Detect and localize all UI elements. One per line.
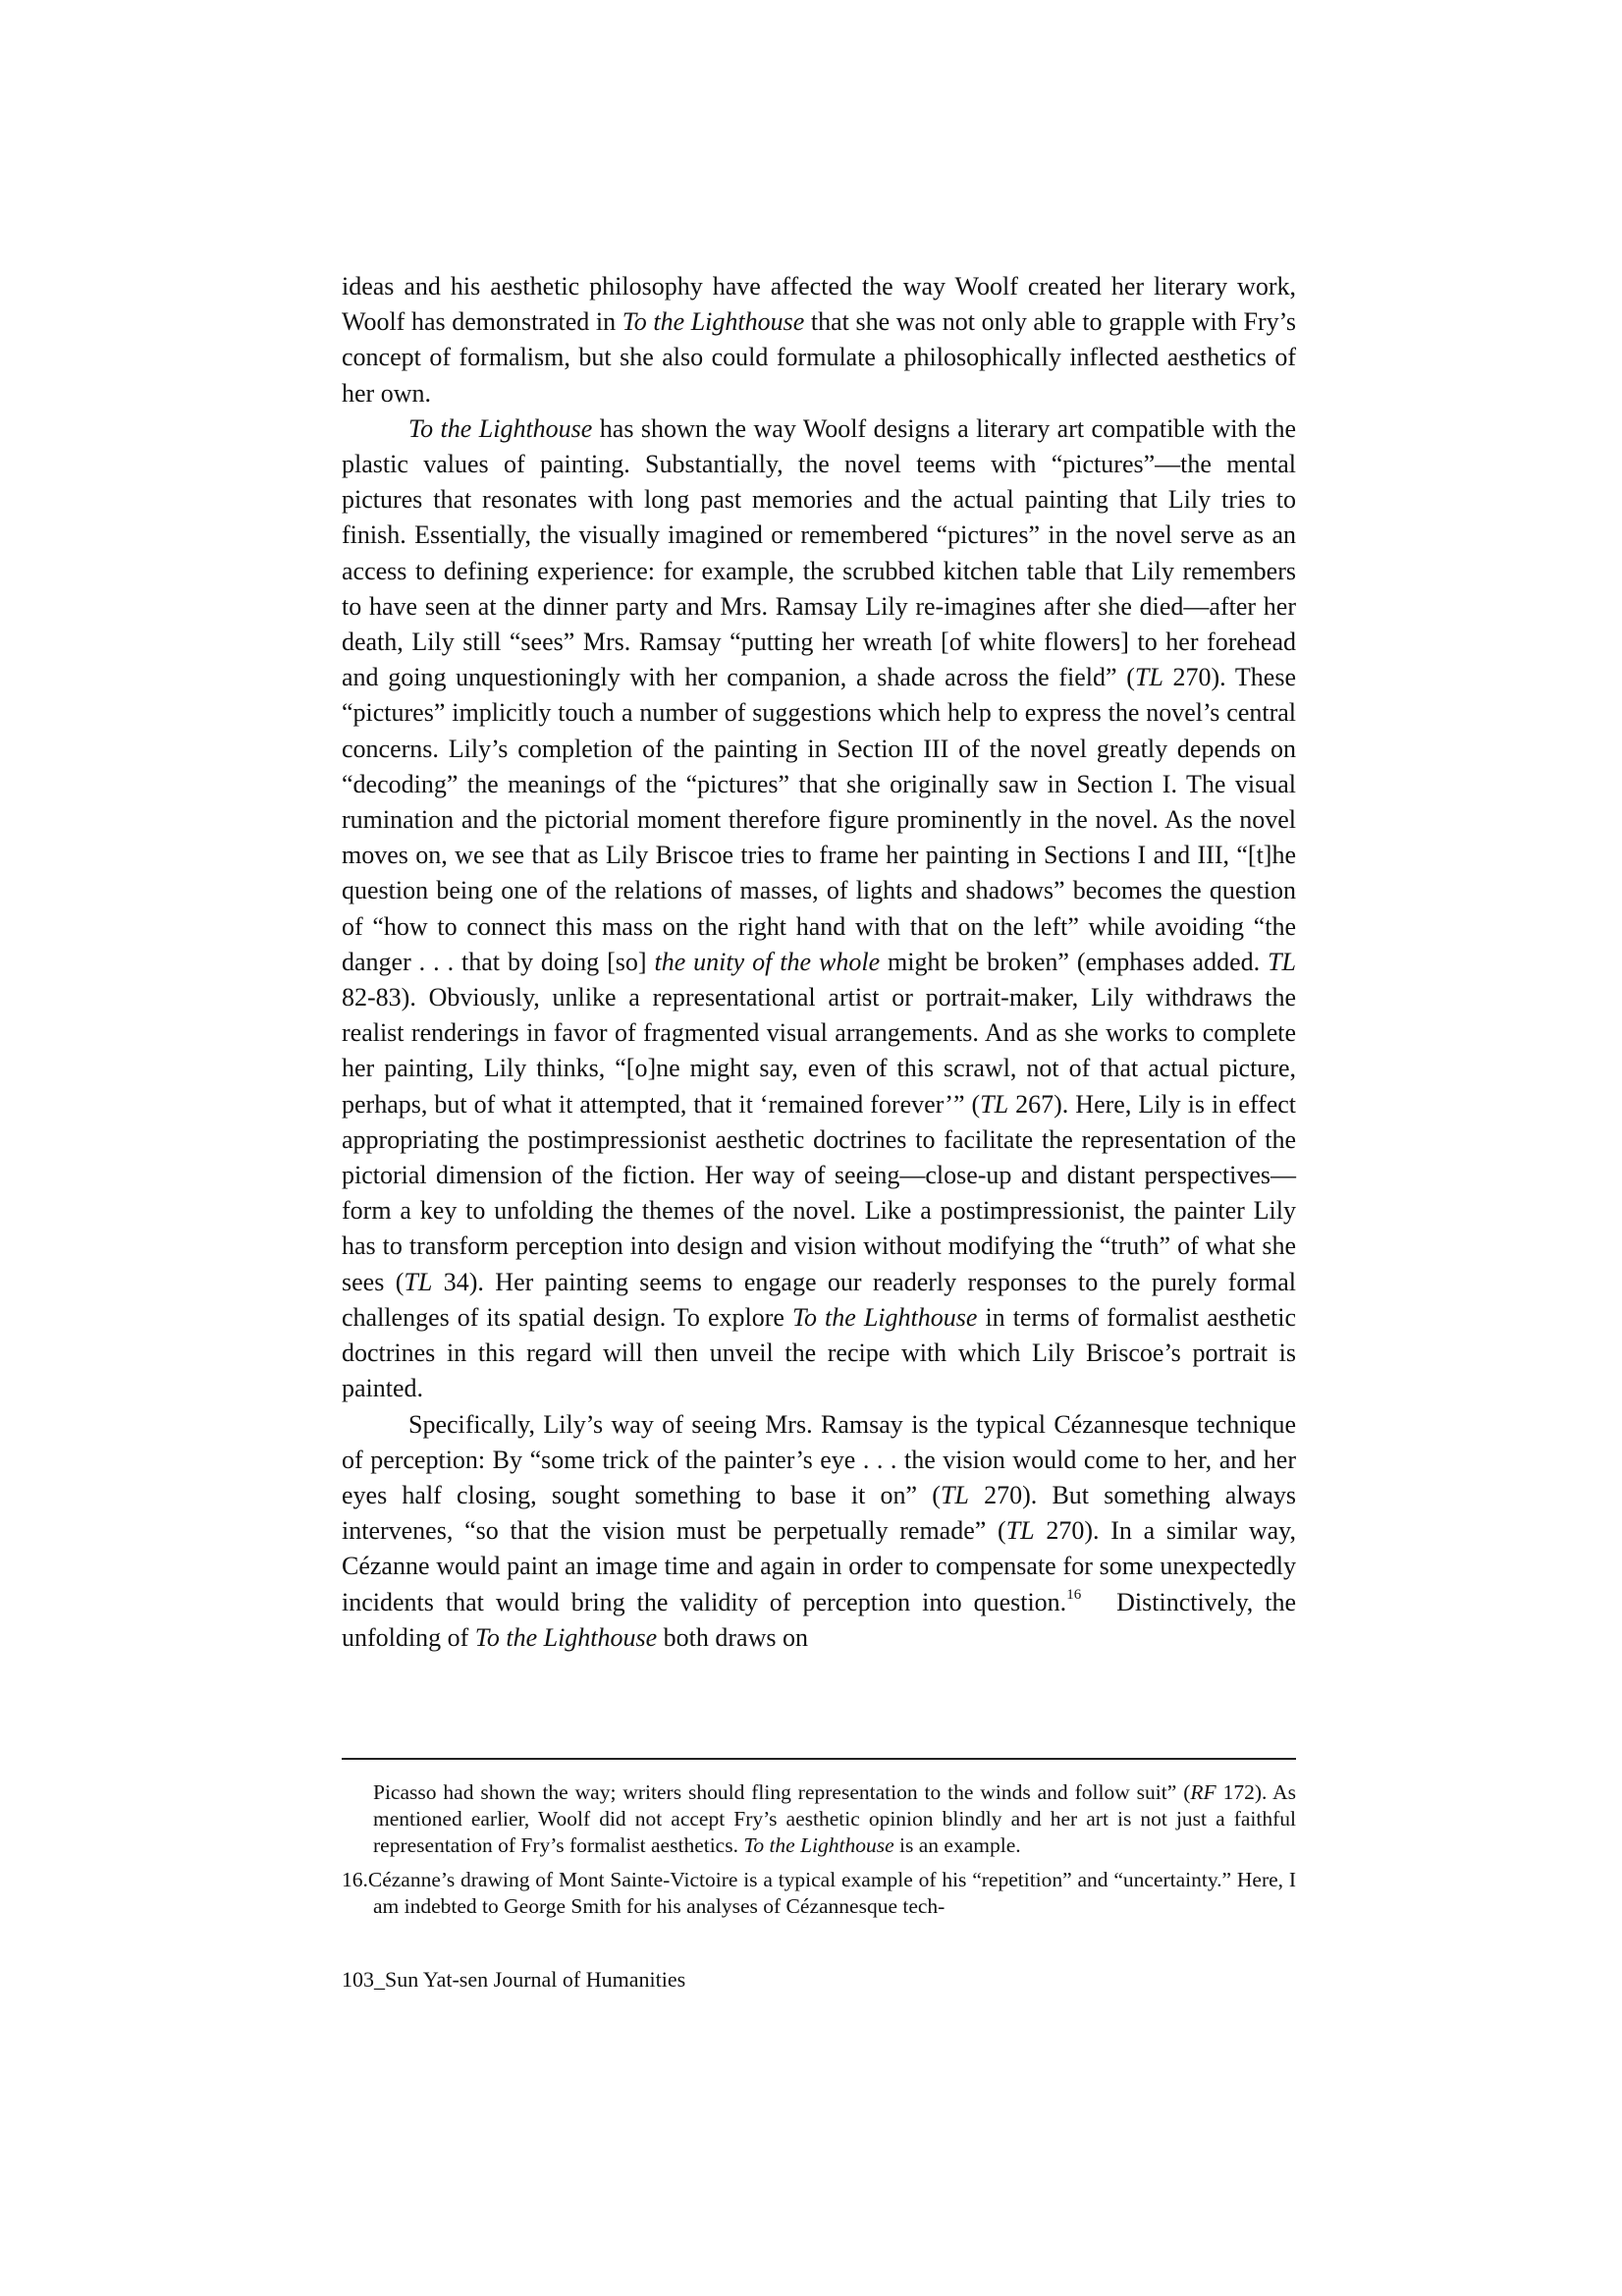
running-footer: 103_Sun Yat-sen Journal of Humanities xyxy=(342,1967,686,1992)
paragraph-3: Specifically, Lily’s way of seeing Mrs. Ramsay is the typical Cézannesque technique of perception: By “some trick of the painter’s eye . . . the vision would come to her, and her eyes half closing, sought something to base it on” (TL 270). But something always intervenes, “so that the vision must be perpetually remade” (TL 270). In a similar way, Cézanne would paint an image time and again in order to compensate for some unexpectedly incidents that would bring the validity of perception into question.$^{16}$ Distinctively, the unfolding of To the Lighthouse both draws on xyxy=(342,1409,1296,1652)
main-text xyxy=(342,269,1296,1656)
footnote-16: 16.Cézanne’s drawing of Mont Sainte-Victoire is a typical example of his “repetition” and “uncertainty.” Here, I am indebted to George Smith for his analyses of Cézannesque tech- xyxy=(342,1868,1296,1918)
footnotes xyxy=(342,1779,1296,1928)
body-text xyxy=(342,269,1296,1656)
footnote-divider xyxy=(342,1758,1296,1760)
footnote-continuation: Picasso had shown the way; writers should fling representation to the winds and follow suit” (RF 172). As mentioned earlier, Woolf did not accept Fry’s aesthetic opinion blindly and her art is not just a faithful representation of Fry’s formalist aesthetics. To the Lighthouse is an example. xyxy=(373,1780,1296,1857)
paragraph-1: ideas and his aesthetic philosophy have affected the way Woolf created her literary work, Woolf has demonstrated in To the Lighthouse that she was not only able to grapple with Fry’s concept of formalism, but she also could formulate a philosophically inflected aesthetics of her own. xyxy=(342,272,1296,408)
paragraph-2: To the Lighthouse has shown the way Woolf designs a literary art compatible with the plastic values of painting. Substantially, the novel teems with “pictures”—the mental pictures that resonates with long past memories and the actual painting that Lily tries to finish. Essentially, the visually imagined or remembered “pictures” in the novel serve as an access to defining experience: for example, the scrubbed kitchen table that Lily remembers to have seen at the dinner party and Mrs. Ramsay Lily re-imagines after she died—after her death, Lily still “sees” Mrs. Ramsay “putting her wreath [of white flowers] to her forehead and going unquestioningly with her companion, a shade across the field” (TL 270). These “pictures” implicitly touch a number of suggestions which help to express the novel’s central concerns. Lily’s completion of the painting in Section III of the novel greatly depends on “decoding” the meanings of the “pictures” that she originally saw in Section I. The visual rumination and the pictorial moment therefore figure prominently in the novel. As the novel moves on, we see that as Lily Briscoe tries to frame her painting in Sections I and III, “[t]he question being one of the relations of masses, of lights and shadows” becomes the question of “how to connect this mass on the right hand with that on the left” while avoiding “the danger . . . that by doing [so] the unity of the whole might be broken” (emphases added. TL 82-83). Obviously, unlike a representational artist or portrait-maker, Lily withdraws the realist renderings in favor of fragmented visual arrangements. And as she works to complete her painting, Lily thinks, “[o]ne might say, even of this scrawl, not of that actual picture, perhaps, but of what it attempted, that it ‘remained forever’” (TL 267). Here, Lily is in effect appropriating the postimpressionist aesthetic doctrines to facilitate the representation of the pictorial dimension of the fiction. Her way of seeing—close-up and distant perspectives—form a key to unfolding the themes of the novel. Like a postimpressionist, the painter Lily has to transform perception into design and vision without modifying the “truth” of what she sees (TL 34). Her painting seems to engage our readerly responses to the purely formal challenges of its spatial design. To explore To the Lighthouse in terms of formalist aesthetic doctrines in this regard will then unveil the recipe with which Lily Briscoe’s portrait is painted. xyxy=(342,413,1297,1403)
